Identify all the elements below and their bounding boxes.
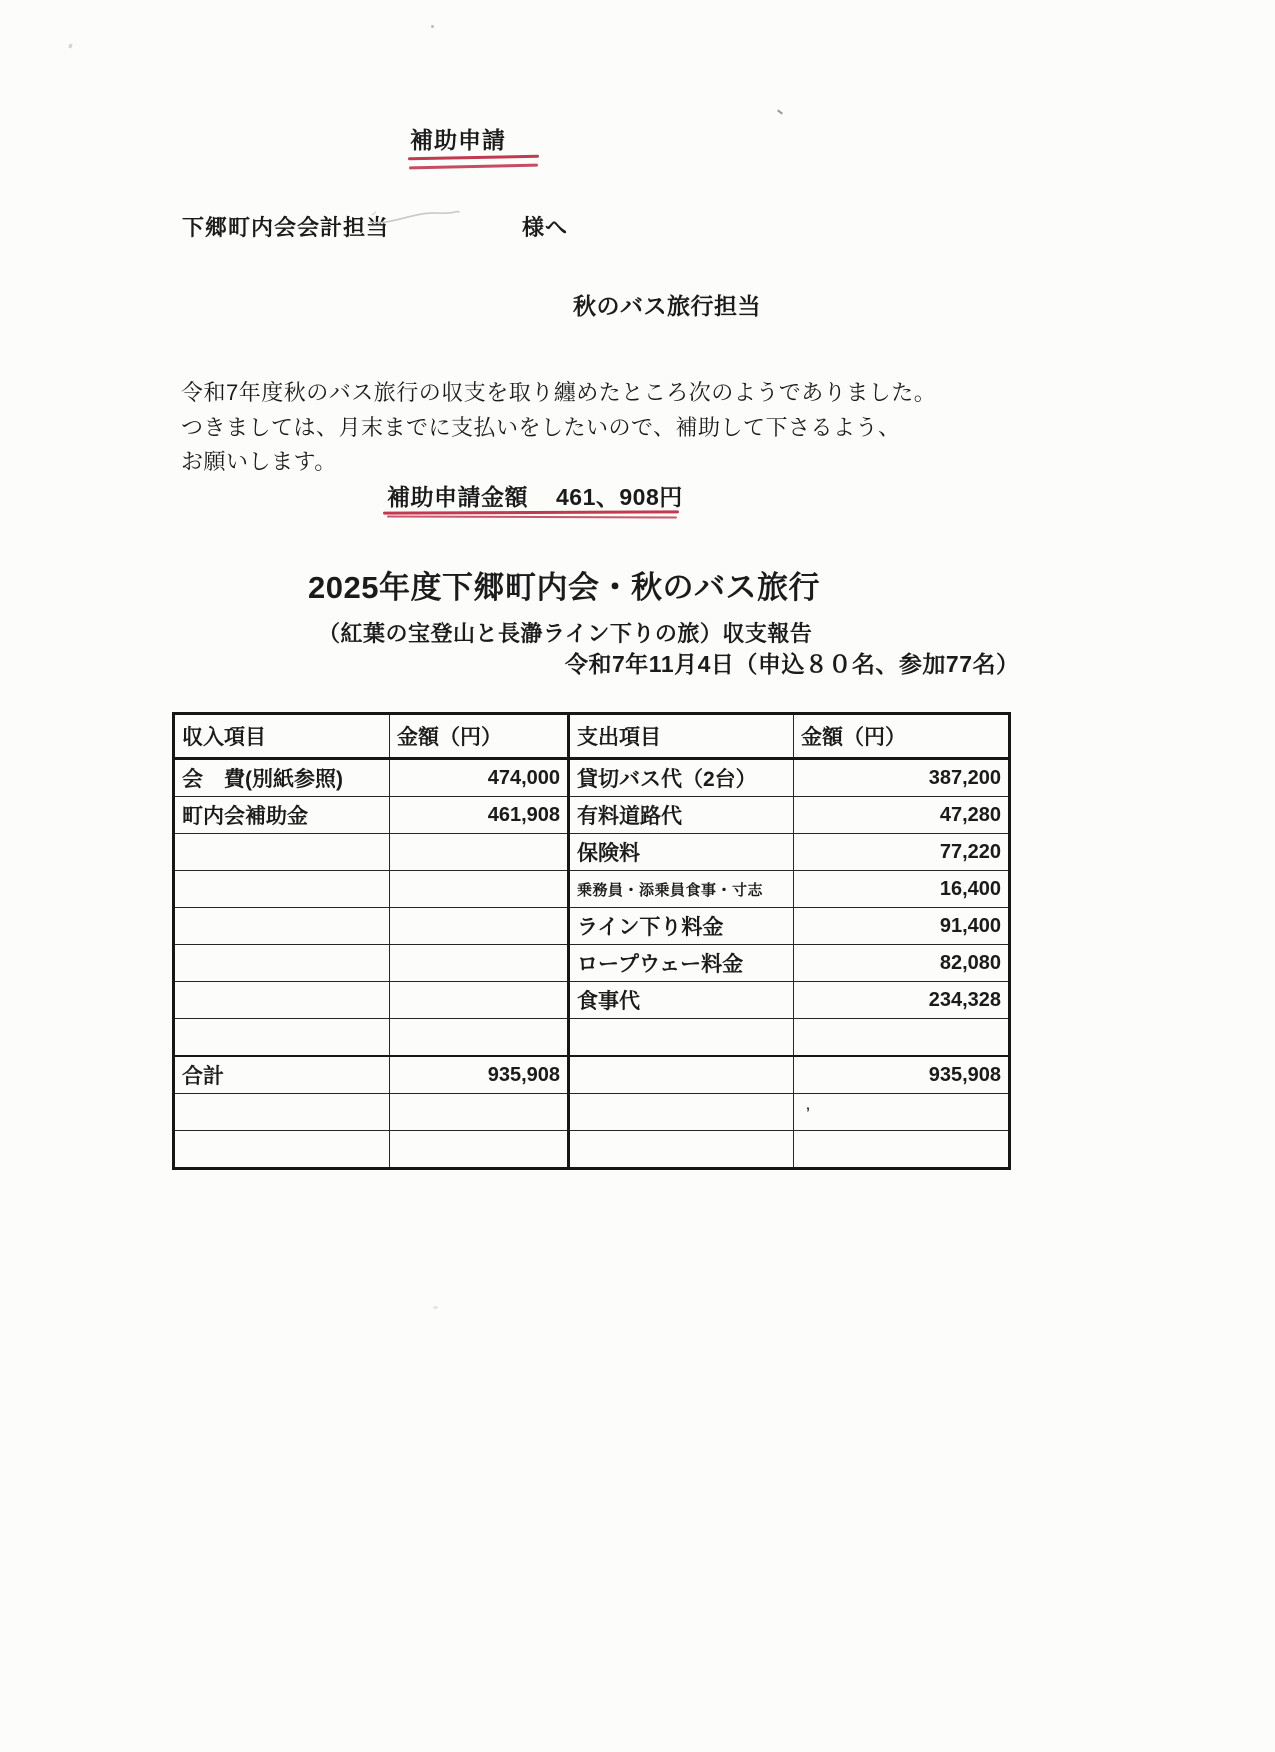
table-row — [174, 834, 1010, 871]
item-cell: 貸切バス代（2台） — [569, 759, 794, 797]
amount-cell: 935,908 — [794, 1056, 1010, 1094]
table-header-cell: 収入項目 — [174, 714, 390, 759]
table-row — [174, 1094, 1010, 1131]
item-cell: 会 費(別紙参照) — [174, 759, 390, 797]
amount-underline — [383, 510, 679, 514]
table-row — [174, 945, 1010, 982]
amount-cell — [390, 834, 569, 871]
item-cell — [174, 1131, 390, 1169]
amount-cell: 935,908 — [390, 1056, 569, 1094]
item-cell — [569, 1056, 794, 1094]
amount-cell — [390, 1019, 569, 1057]
report-table — [172, 712, 1011, 1170]
table-header-row — [174, 714, 1010, 759]
amount-cell: 82,080 — [794, 945, 1010, 982]
item-cell — [569, 1019, 794, 1057]
addressee-honorific: 様へ — [522, 215, 569, 240]
item-cell — [174, 908, 390, 945]
item-cell: 有料道路代 — [569, 797, 794, 834]
item-cell: ライン下り料金 — [569, 908, 794, 945]
item-cell — [174, 945, 390, 982]
report-subtitle: （紅葉の宝登山と長瀞ライン下りの旅）収支報告 — [318, 621, 813, 646]
scan-speck — [433, 1306, 438, 1309]
sender-line: 秋のバス旅行担当 — [573, 293, 761, 319]
item-cell — [569, 1131, 794, 1169]
item-cell — [174, 1094, 390, 1131]
table-row — [174, 908, 1010, 945]
body-line: 令和7年度秋のバス旅行の収支を取り纏めたところ次のようでありました。 — [181, 380, 937, 405]
item-cell: 保険料 — [569, 834, 794, 871]
amount-cell — [390, 945, 569, 982]
item-cell — [569, 1094, 794, 1131]
amount-cell: 234,328 — [794, 982, 1010, 1019]
amount-cell: 77,220 — [794, 834, 1010, 871]
amount-underline — [387, 515, 677, 518]
addressee-name: 下郷町内会会計担当 — [182, 215, 390, 240]
document-title: 補助申請 — [410, 127, 506, 153]
item-cell: ロープウェー料金 — [569, 945, 794, 982]
table-row — [174, 797, 1010, 834]
amount-cell — [390, 908, 569, 945]
erased-name-mark — [366, 206, 462, 228]
subsidy-amount-label: 補助申請金額 — [387, 484, 528, 510]
amount-cell: 16,400 — [794, 871, 1010, 908]
scan-speck — [431, 25, 434, 28]
amount-cell — [390, 1094, 569, 1131]
amount-cell: 461,908 — [390, 797, 569, 834]
item-cell: 乗務員・添乗員食事・寸志 — [569, 871, 794, 908]
title-underline — [409, 164, 538, 169]
body-line: つきましては、月末までに支払いをしたいので、補助して下さるよう、 — [181, 414, 901, 440]
scan-speck — [777, 109, 783, 114]
table-row — [174, 1019, 1010, 1057]
amount-cell: 474,000 — [390, 759, 569, 797]
table-row — [174, 1056, 1010, 1094]
item-cell — [174, 982, 390, 1019]
table-header-cell: 金額（円） — [390, 714, 569, 759]
scan-speck — [68, 44, 72, 49]
amount-cell — [794, 1131, 1010, 1169]
table-row — [174, 759, 1010, 797]
table-row — [174, 1131, 1010, 1169]
body-paragraph — [181, 376, 936, 480]
table-row — [174, 982, 1010, 1019]
amount-cell: 47,280 — [794, 797, 1010, 834]
subsidy-amount-line — [387, 479, 683, 512]
body-line: お願いします。 — [181, 449, 337, 474]
table-header-cell: 支出項目 — [569, 714, 794, 759]
subsidy-amount-value: 461、908円 — [556, 484, 683, 510]
report-date-line: 令和7年11月4日（申込８０名、参加77名） — [565, 651, 1020, 677]
amount-cell — [390, 1131, 569, 1169]
item-cell — [174, 834, 390, 871]
amount-cell: ’ — [794, 1094, 1010, 1131]
report-title: 2025年度下郷町内会・秋のバス旅行 — [308, 570, 820, 605]
amount-cell: 91,400 — [794, 908, 1010, 945]
amount-cell — [390, 871, 569, 908]
amount-cell: 387,200 — [794, 759, 1010, 797]
item-cell: 町内会補助金 — [174, 797, 390, 834]
item-cell — [174, 1019, 390, 1057]
item-cell: 合計 — [174, 1056, 390, 1094]
amount-cell — [794, 1019, 1010, 1057]
amount-cell — [390, 982, 569, 1019]
title-underline — [408, 155, 539, 161]
item-cell: 食事代 — [569, 982, 794, 1019]
table-row — [174, 871, 1010, 908]
report-table-container — [172, 712, 1011, 1170]
table-header-cell: 金額（円） — [794, 714, 1010, 759]
item-cell — [174, 871, 390, 908]
